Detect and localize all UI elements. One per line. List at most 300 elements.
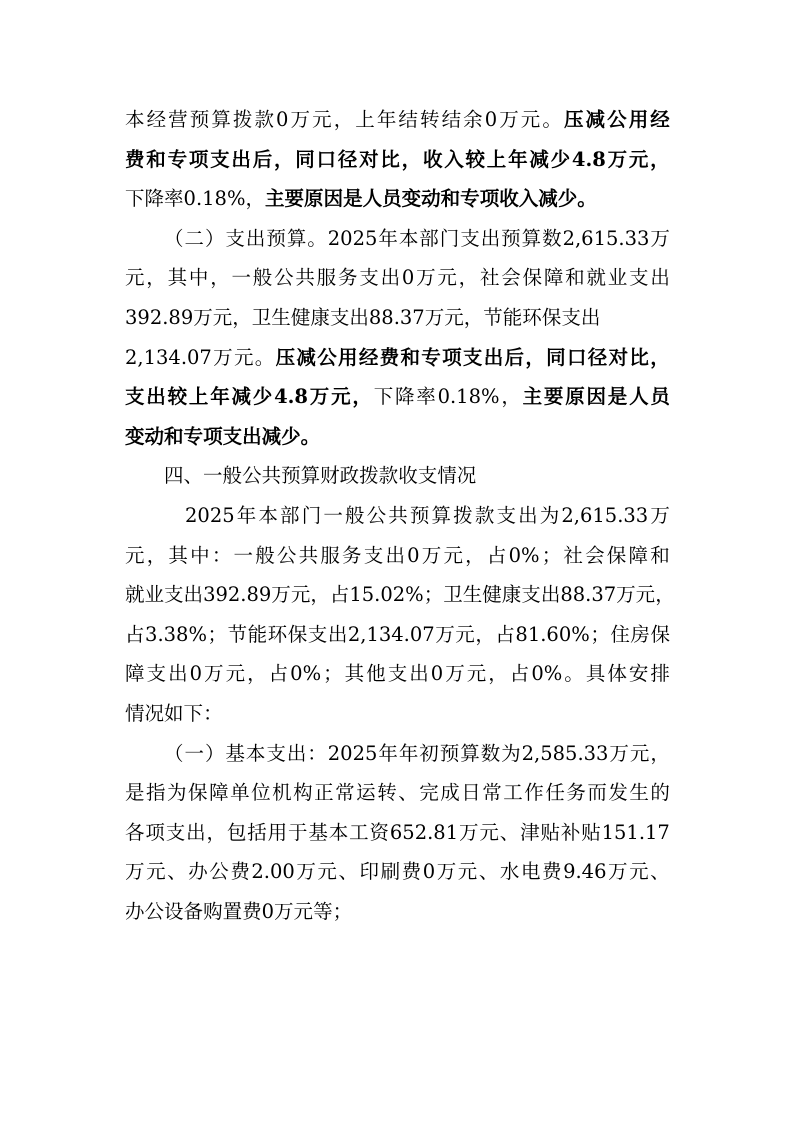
body-text: 出 — [650, 266, 670, 290]
body-text: 办 — [188, 860, 208, 884]
bold-text: 收 — [499, 187, 519, 211]
bold-text: 元 — [331, 385, 351, 409]
bold-text: 公 — [607, 108, 627, 131]
body-text: 预 — [409, 504, 430, 527]
body-text: 余 — [463, 108, 483, 131]
body-text: 率 — [164, 187, 184, 211]
body-text: ： — [211, 543, 232, 567]
body-text: 支 — [629, 266, 649, 290]
body-text: 支 — [329, 306, 350, 329]
body-text: 数 — [542, 226, 562, 250]
body-text: 88.37 — [368, 306, 425, 329]
body-text: 151.17 — [601, 820, 670, 844]
body-text: 社 — [479, 266, 500, 290]
body-text: 费 — [230, 860, 250, 884]
body-text: 四 — [164, 464, 184, 488]
body-text: 为 — [539, 504, 560, 527]
body-text: 部 — [419, 226, 439, 250]
bold-text: 动 — [421, 187, 441, 211]
text-line — [125, 858, 670, 886]
body-text: 般 — [255, 543, 275, 567]
body-text: 日 — [461, 781, 481, 805]
body-text: 万 — [435, 622, 455, 646]
body-text: 排 — [650, 662, 670, 686]
body-text: 、 — [650, 860, 670, 884]
bold-text: 收 — [422, 147, 443, 171]
body-text: 支 — [307, 622, 328, 646]
bold-text: 出 — [483, 345, 504, 369]
body-text: 成 — [440, 781, 460, 805]
body-text: 占 — [125, 622, 145, 646]
bold-text: 入 — [518, 187, 539, 211]
body-text: 出 — [409, 662, 429, 686]
bold-text: 费 — [125, 147, 145, 171]
body-text: 元 — [225, 662, 246, 686]
body-text: 障 — [543, 266, 564, 290]
body-text: 公 — [242, 464, 262, 488]
body-text: 共 — [261, 464, 282, 488]
body-text: 。 — [307, 226, 327, 250]
body-text: 2,134.07 — [125, 345, 212, 369]
body-text: 、 — [183, 464, 204, 488]
body-text: 元 — [125, 266, 145, 290]
bold-text: 年 — [508, 147, 528, 171]
bold-text: 。 — [300, 424, 321, 448]
body-text: 营 — [168, 108, 188, 131]
body-text: 补 — [560, 820, 581, 844]
body-text: 。 — [542, 108, 562, 131]
text-line — [125, 106, 670, 134]
body-text: 保 — [541, 306, 562, 329]
body-text: 、 — [478, 860, 499, 884]
body-text: ； — [423, 583, 444, 607]
body-text: 年 — [398, 741, 419, 765]
body-text: 下 — [183, 702, 204, 725]
body-text: ； — [541, 543, 562, 567]
bold-text: 专 — [167, 147, 188, 171]
body-text: 万 — [421, 543, 442, 567]
body-text: 保 — [522, 266, 543, 290]
body-text: 门 — [439, 226, 460, 250]
body-text: 和 — [650, 543, 670, 567]
bold-text: 用 — [338, 345, 358, 369]
body-text: 本 — [398, 226, 419, 250]
bold-text: 年 — [210, 385, 230, 409]
body-text: 支 — [165, 820, 186, 844]
bold-text: 比 — [380, 147, 400, 171]
body-text: 一 — [184, 741, 204, 765]
body-text: 基 — [308, 820, 328, 844]
body-text: 万 — [424, 306, 445, 329]
body-text: 具 — [585, 662, 606, 686]
body-text: 公 — [144, 900, 165, 923]
body-text: 能 — [247, 622, 268, 646]
body-text: 支 — [387, 662, 408, 686]
bold-text: 比 — [629, 345, 649, 369]
body-text: 元 — [125, 543, 145, 567]
bold-text: 出 — [242, 424, 262, 448]
body-text: 一 — [231, 266, 251, 290]
body-text: 卫 — [251, 306, 272, 329]
body-text: 元 — [290, 583, 311, 607]
body-text: 0.18% — [437, 385, 500, 409]
bold-text: 减 — [585, 108, 606, 131]
body-text: 、 — [499, 820, 520, 844]
body-text: 2025 — [327, 741, 378, 765]
body-text: 工 — [349, 820, 369, 844]
bold-text: 4.8 — [274, 385, 309, 409]
body-text: 元 — [629, 860, 649, 884]
text-line — [125, 700, 670, 728]
body-text: 其 — [344, 662, 365, 686]
body-text: 生 — [629, 781, 649, 805]
body-text: 其 — [168, 543, 188, 567]
body-text: 0 — [261, 900, 275, 923]
body-text: 2,134.07 — [347, 622, 435, 646]
body-text: 共 — [295, 266, 315, 290]
body-text: 出 — [518, 504, 538, 527]
body-text: 生 — [271, 306, 291, 329]
body-text: 情 — [437, 464, 457, 488]
body-text: ， — [146, 543, 167, 567]
bold-text: 对 — [359, 147, 379, 171]
body-text: 万 — [499, 108, 519, 131]
body-text: 就 — [125, 583, 145, 607]
bold-text: 径 — [587, 345, 608, 369]
body-text: ： — [307, 741, 327, 765]
body-text: 0 — [430, 662, 444, 686]
body-text: 发 — [608, 781, 628, 805]
body-text: 印 — [359, 860, 380, 884]
body-text: ， — [655, 583, 675, 607]
body-text: 况 — [456, 464, 477, 488]
body-text: 。 — [564, 662, 584, 686]
bold-text: 减 — [261, 424, 282, 448]
bold-text: 主 — [522, 385, 543, 409]
body-text: 降 — [394, 385, 415, 409]
body-text: 是 — [125, 781, 145, 805]
body-text: ； — [590, 622, 610, 646]
body-text: 包 — [226, 820, 247, 844]
bold-text: 原 — [304, 187, 324, 211]
body-text: ， — [247, 662, 267, 686]
bold-text: ， — [352, 385, 372, 409]
body-text: 门 — [301, 504, 322, 527]
body-text: 社 — [563, 543, 583, 567]
text-line — [125, 304, 670, 332]
body-text: 元 — [146, 860, 166, 884]
body-text: 用 — [267, 820, 288, 844]
body-text: 万 — [296, 860, 316, 884]
body-text: 款 — [378, 464, 399, 488]
body-text: 常 — [482, 781, 502, 805]
bold-text: 项 — [203, 424, 223, 448]
text-line — [125, 819, 670, 847]
body-text: 支 — [417, 464, 438, 488]
text-line — [125, 660, 670, 688]
bold-text: 后 — [504, 345, 525, 369]
body-text: 办 — [125, 900, 145, 923]
body-text: 元 — [635, 583, 656, 607]
bold-text: 少 — [557, 187, 578, 211]
body-text: ， — [488, 662, 508, 686]
body-text: 出 — [186, 820, 206, 844]
body-text: 占 — [509, 662, 530, 686]
bold-text: 项 — [188, 147, 209, 171]
body-text: 机 — [272, 781, 292, 805]
bold-text: 和 — [440, 187, 461, 211]
body-text: 下 — [125, 187, 145, 211]
body-text: 和 — [565, 266, 585, 290]
body-text: 2,585.33 — [521, 741, 609, 765]
body-text: 、 — [398, 781, 418, 805]
body-text: 贴 — [581, 820, 601, 844]
body-text: 般 — [222, 464, 243, 488]
body-text: 节 — [483, 306, 503, 329]
bold-text: 专 — [460, 187, 480, 211]
text-line — [125, 423, 670, 451]
body-text: 环 — [522, 306, 542, 329]
body-text: 万 — [445, 662, 465, 686]
bold-text: 项 — [479, 187, 500, 211]
body-text: 万 — [650, 504, 670, 527]
body-text: 他 — [366, 662, 386, 686]
body-text: 部 — [280, 504, 300, 527]
body-text: 元 — [455, 622, 475, 646]
bold-text: 同 — [546, 345, 566, 369]
body-text: 预 — [189, 108, 210, 131]
body-text: 支 — [359, 266, 379, 290]
bold-text: 和 — [164, 424, 184, 448]
bold-text: ， — [273, 147, 294, 171]
bold-text: 支 — [462, 345, 483, 369]
body-text: 节 — [227, 622, 248, 646]
bold-text: 口 — [316, 147, 337, 171]
body-text: （ — [164, 226, 184, 250]
body-text: 公 — [209, 860, 229, 884]
body-text: 元 — [457, 860, 478, 884]
body-text: 0% — [290, 662, 322, 686]
text-line — [125, 621, 670, 649]
bold-text: ， — [650, 345, 670, 369]
body-text: 能 — [502, 306, 523, 329]
body-text: 年 — [236, 504, 257, 527]
body-text: 支 — [266, 741, 286, 765]
bold-text: 4.8 — [571, 147, 606, 171]
body-text: 392.89 — [203, 583, 272, 607]
body-text: ， — [245, 187, 266, 211]
body-text: 政 — [339, 464, 360, 488]
bold-text: 出 — [146, 385, 166, 409]
body-text: 88.37 — [560, 583, 617, 607]
body-text: 为 — [501, 741, 521, 765]
body-text: 置 — [222, 900, 243, 923]
body-text: ， — [501, 385, 521, 409]
text-line — [164, 462, 670, 490]
bold-text: ， — [650, 147, 670, 171]
body-text: 元 — [479, 820, 499, 844]
body-text: ） — [204, 226, 225, 250]
body-text: 费 — [242, 900, 262, 923]
bold-text: 入 — [444, 147, 464, 171]
body-text: 占 — [486, 543, 507, 567]
body-text: 款 — [474, 504, 495, 527]
bold-text: 径 — [337, 147, 358, 171]
body-text: 0 — [189, 662, 203, 686]
body-text: （ — [164, 741, 184, 765]
body-text: 万 — [416, 266, 436, 290]
body-text: 完 — [419, 781, 439, 805]
body-text: 等 — [313, 900, 333, 923]
body-text: 元 — [312, 108, 332, 131]
body-text: 支 — [561, 306, 581, 329]
bold-text: 上 — [188, 385, 209, 409]
text-line — [164, 740, 670, 768]
body-text: 元 — [443, 543, 463, 567]
body-text: ； — [207, 622, 228, 646]
body-text: 率 — [416, 385, 436, 409]
body-text: ， — [465, 543, 485, 567]
body-text: 算 — [286, 226, 307, 250]
body-text: 健 — [290, 306, 311, 329]
bold-text: 上 — [486, 147, 507, 171]
bold-text: 项 — [442, 345, 462, 369]
body-text: 算 — [211, 108, 231, 131]
bold-text: 。 — [577, 187, 597, 211]
body-text: 住 — [610, 622, 630, 646]
body-text: 预 — [266, 226, 286, 250]
body-text: 指 — [146, 781, 166, 805]
body-text: 中 — [188, 266, 209, 290]
body-text: 出 — [349, 306, 369, 329]
body-text: 刷 — [380, 860, 401, 884]
body-text: 占 — [329, 583, 350, 607]
body-text: 情 — [125, 702, 145, 725]
body-text: 收 — [398, 464, 418, 488]
body-text: 安 — [628, 662, 649, 686]
body-text: 万 — [125, 860, 145, 884]
body-text: 392.89 — [125, 306, 194, 329]
bold-text: 人 — [629, 385, 649, 409]
bold-text: 元 — [628, 147, 649, 171]
body-text: 占 — [495, 622, 515, 646]
bold-text: 万 — [607, 147, 628, 171]
body-text: 会 — [585, 543, 605, 567]
bold-text: 少 — [550, 147, 571, 171]
body-text: 。 — [254, 345, 275, 369]
body-text: ， — [458, 266, 479, 290]
body-text: 2,615.33 — [562, 226, 650, 250]
body-text: 出 — [168, 662, 188, 686]
bold-text: 员 — [650, 385, 670, 409]
body-text: 生 — [462, 583, 483, 607]
body-text: 数 — [480, 741, 501, 765]
body-text: 体 — [607, 662, 627, 686]
body-text: 常 — [335, 781, 355, 805]
bold-text: 经 — [650, 108, 670, 131]
body-text: 康 — [501, 583, 522, 607]
bold-text: 压 — [563, 108, 584, 131]
body-text: 算 — [460, 741, 480, 765]
body-text: 而 — [587, 781, 607, 805]
body-text: 中 — [190, 543, 210, 567]
body-text: 万 — [204, 662, 224, 686]
body-text: 0 — [484, 108, 498, 131]
body-text: ， — [310, 583, 330, 607]
body-text: ， — [232, 306, 252, 329]
body-text: 、 — [338, 860, 358, 884]
body-text: 元 — [317, 860, 337, 884]
bold-text: 公 — [317, 345, 337, 369]
body-text: 上 — [355, 108, 375, 131]
text-line — [125, 146, 670, 174]
body-text: 健 — [482, 583, 502, 607]
body-text: 如 — [164, 702, 184, 725]
body-text: 各 — [125, 820, 145, 844]
text-line — [125, 898, 670, 926]
body-text: 万 — [458, 820, 479, 844]
body-text: 年 — [376, 108, 397, 131]
bold-text: 动 — [144, 424, 165, 448]
body-text: 设 — [164, 900, 184, 923]
body-text: 支 — [521, 583, 541, 607]
bold-text: 支 — [125, 385, 145, 409]
body-text: 万 — [271, 583, 291, 607]
body-text: 出 — [480, 226, 501, 250]
body-text: 障 — [125, 662, 145, 686]
bold-text: 万 — [309, 385, 330, 409]
body-text: 出 — [580, 306, 601, 329]
body-text: 保 — [650, 622, 670, 646]
body-text: 转 — [420, 108, 440, 131]
body-text: 公 — [274, 266, 294, 290]
body-text: 购 — [203, 900, 223, 923]
body-text: 算 — [431, 504, 452, 527]
body-text: 算 — [300, 464, 321, 488]
body-text: 备 — [183, 900, 204, 923]
bold-text: 因 — [586, 385, 607, 409]
body-text: 元 — [466, 662, 487, 686]
body-text: 年 — [378, 741, 398, 765]
body-text: 元 — [629, 741, 650, 765]
bold-text: 经 — [358, 345, 379, 369]
body-text: 出 — [286, 741, 307, 765]
body-text: 支 — [496, 504, 516, 527]
bold-text: 因 — [323, 187, 344, 211]
text-line — [125, 344, 670, 372]
bold-text: ， — [525, 345, 545, 369]
body-text: 0% — [508, 543, 540, 567]
body-text: 公 — [366, 504, 387, 527]
body-text: 般 — [252, 266, 273, 290]
body-text: 出 — [183, 583, 204, 607]
body-text: 出 — [540, 583, 561, 607]
body-text: 万 — [274, 900, 294, 923]
body-text: 本 — [328, 820, 349, 844]
bold-text: 要 — [543, 385, 564, 409]
body-text: 一 — [323, 504, 343, 527]
body-text: 位 — [251, 781, 271, 805]
text-line — [125, 264, 670, 292]
body-text: 电 — [520, 860, 541, 884]
bold-text: 少 — [252, 385, 273, 409]
body-text: 元 — [444, 306, 464, 329]
body-text: 结 — [441, 108, 462, 131]
body-text: 就 — [586, 266, 606, 290]
body-text: 万 — [608, 860, 628, 884]
bold-text: 变 — [401, 187, 422, 211]
body-text: 保 — [188, 781, 208, 805]
